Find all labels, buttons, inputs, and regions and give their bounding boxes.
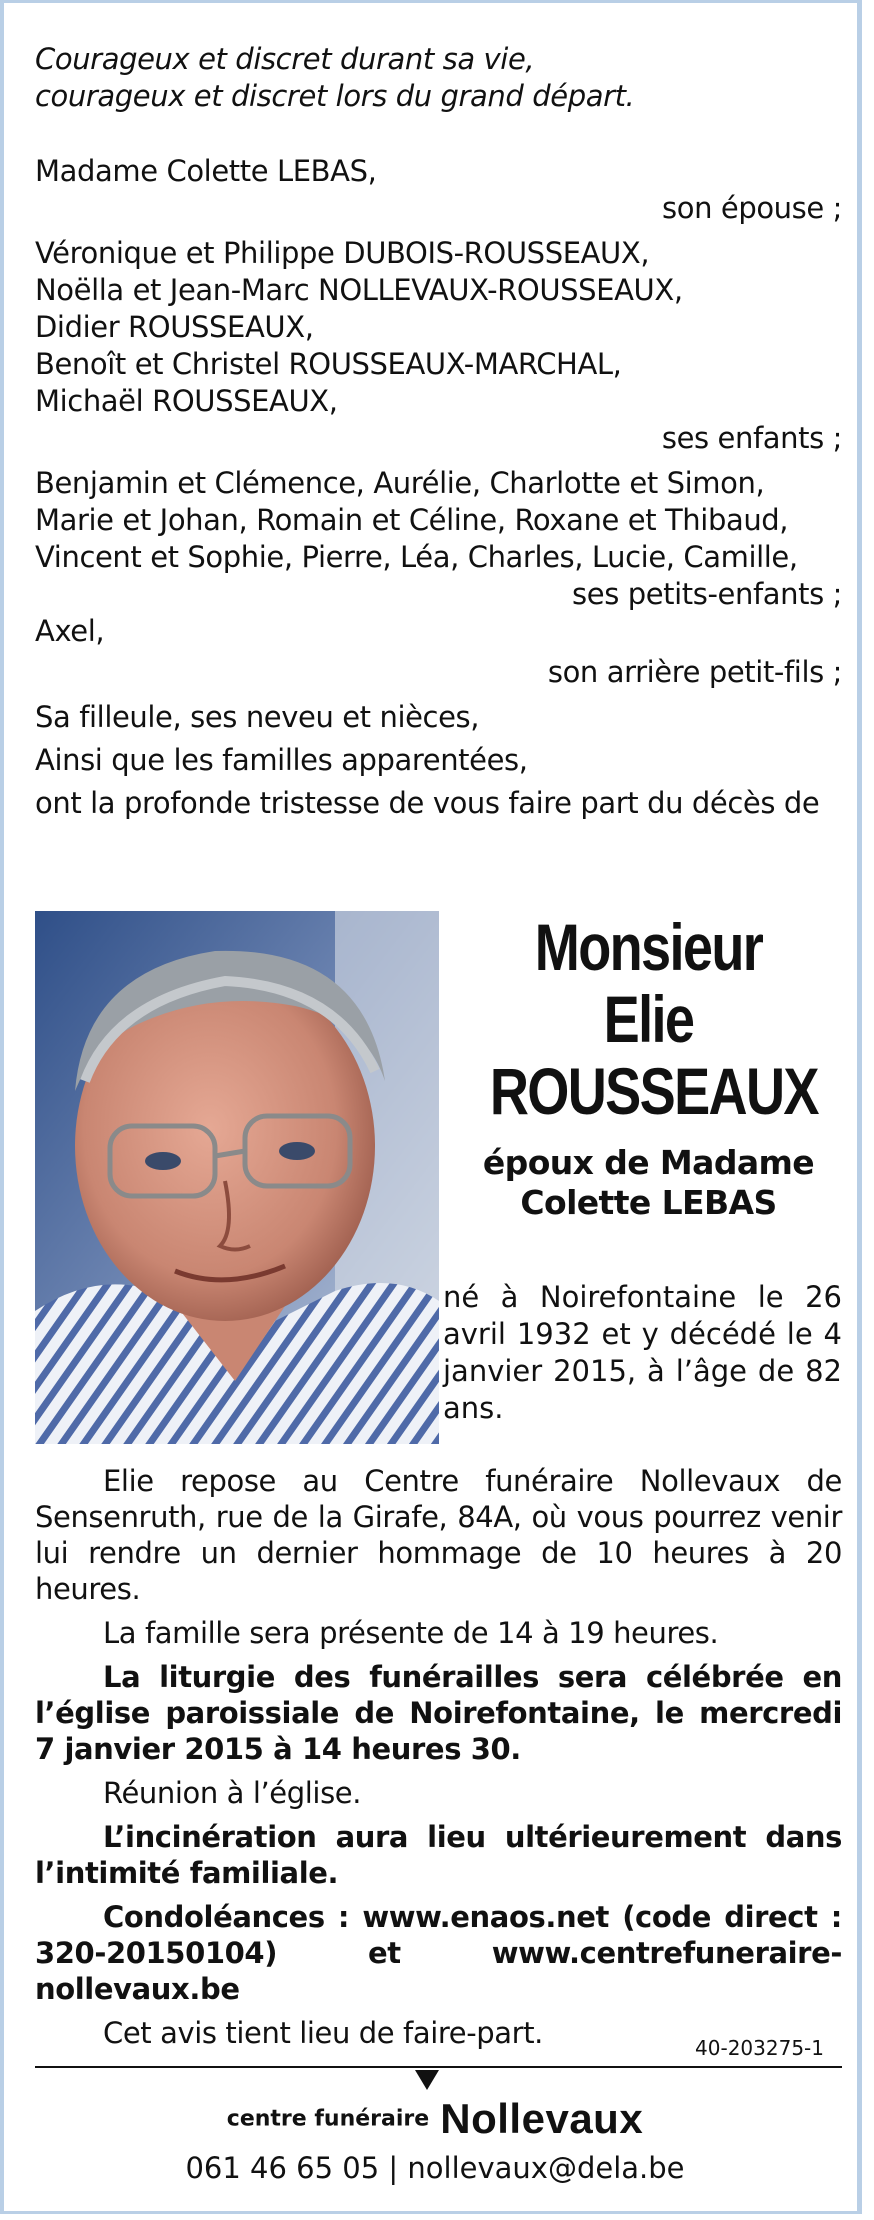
other-relative: Ainsi que les familles apparentées, (35, 743, 528, 777)
other-relative: Sa filleule, ses neveu et nièces, (35, 700, 480, 734)
triangle-icon (415, 2070, 439, 2090)
birth-death-info: né à Noirefontaine le 26 avril 1932 et y décédé le 4 janvier 2015, à l’âge de 82 ans. (443, 1280, 842, 1425)
grandchildren-role: ses petits-enfants ; (572, 577, 842, 611)
condolences-info: Condoléances : www.enaos.net (code direct : 320-20150104) et www.centrefuneraire-nollevaux.be (35, 1900, 842, 2006)
funeral-home-brand: Nollevaux (440, 2095, 644, 2142)
deceased-name-block (455, 911, 842, 1223)
spouse-line: époux de Madame (482, 1143, 815, 1182)
funeral-home-logo (4, 2095, 866, 2143)
portrait-photo (35, 911, 439, 1444)
motto-line: Courageux et discret durant sa vie, (35, 42, 535, 76)
divider (35, 2066, 842, 2068)
meeting-info: Réunion à l’église. (103, 1776, 362, 1810)
grandchild-line: Benjamin et Clémence, Aurélie, Charlotte et Simon, (35, 466, 765, 500)
grandchildren-list (35, 465, 842, 576)
funeral-home-prefix: centre funéraire (226, 2106, 430, 2132)
deceased-last-name: ROUSSEAUX (489, 1054, 818, 1128)
child-line: Noëlla et Jean-Marc NOLLEVAUX-ROUSSEAUX, (35, 273, 683, 307)
child-line: Benoît et Christel ROUSSEAUX-MARCHAL, (35, 347, 622, 381)
children-role: ses enfants ; (661, 421, 842, 455)
great-grandchild-role: son arrière petit-fils ; (547, 655, 842, 689)
portrait-image (35, 911, 439, 1444)
liturgy-info: La liturgie des funérailles sera célébrée en l’église paroissiale de Noirefontaine, le mercredi 7 janvier 2015 à 14 heures 30. (35, 1660, 842, 1766)
grandchild-line: Marie et Johan, Romain et Céline, Roxane et Thibaud, (35, 503, 789, 537)
deceased-spouse (455, 1143, 842, 1223)
family-section (35, 41, 842, 822)
child-line: Michaël ROUSSEAUX, (35, 384, 338, 418)
deceased-first-name: Elie (603, 982, 694, 1056)
child-line: Véronique et Philippe DUBOIS-ROUSSEAUX, (35, 236, 650, 270)
grandchild-line: Vincent et Sophie, Pierre, Léa, Charles, Lucie, Camille, (35, 540, 798, 574)
children-list (35, 235, 842, 420)
spouse-line: Colette LEBAS (520, 1183, 777, 1222)
notice-info: Cet avis tient lieu de faire-part. (103, 2016, 543, 2050)
deceased-title: Monsieur (534, 910, 763, 984)
family-presence: La famille sera présente de 14 à 19 heures. (103, 1616, 719, 1650)
great-grandchild: Axel, (35, 614, 105, 648)
funeral-details (35, 1463, 842, 2059)
motto (35, 41, 842, 115)
spouse-role: son épouse ; (662, 191, 842, 225)
reference-number: 40-203275-1 (695, 2036, 824, 2060)
child-line: Didier ROUSSEAUX, (35, 310, 314, 344)
funeral-home-contact: 061 46 65 05 | nollevaux@dela.be (185, 2151, 685, 2185)
motto-line: courageux et discret lors du grand départ. (35, 79, 635, 113)
spouse-name: Madame Colette LEBAS, (35, 154, 377, 188)
announcement: ont la profonde tristesse de vous faire part du décès de (35, 786, 820, 820)
rest-info: Elie repose au Centre funéraire Nollevaux de Sensenruth, rue de la Girafe, 84A, où vous pourrez venir lui rendre un dernier hommage de 10 heures à 20 heures. (35, 1464, 842, 1606)
deceased-section (35, 911, 842, 1444)
cremation-info: L’incinération aura lieu ultérieurement dans l’intimité familiale. (35, 1820, 842, 1890)
